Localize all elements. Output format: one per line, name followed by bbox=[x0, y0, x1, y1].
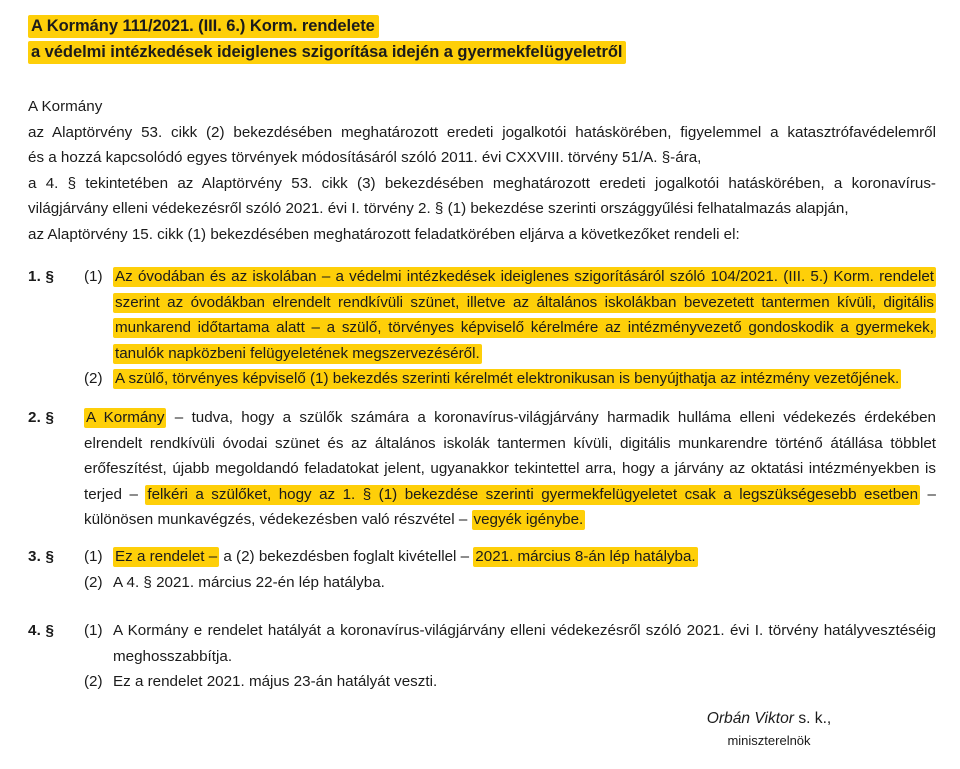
text-run-2: felkéri a szülőket, hogy az 1. § (1) bekezdése szerinti gyermekfelügyeletet csak a legszükségesebb esetben bbox=[147, 485, 919, 503]
preamble-line-3: és a hozzá kapcsolódó egyes törvények módosításáról szóló 2011. évi CXXVIII. törvény 51/A. §-ára, bbox=[28, 149, 702, 166]
signature-name-line bbox=[604, 708, 934, 730]
title-line-1 bbox=[28, 14, 928, 39]
text-run-4: vegyék igénybe. bbox=[473, 511, 584, 528]
document-title bbox=[28, 14, 928, 66]
text-run-1: a (2) bekezdésben foglalt kivétellel – bbox=[219, 548, 474, 565]
signature-suffix: s. k., bbox=[794, 710, 832, 727]
signature-block bbox=[604, 708, 934, 751]
text-run-2: 2021. március 8-án lép hatályba. bbox=[475, 548, 696, 565]
section-1-paragraph-1-marker: (1) bbox=[84, 268, 103, 285]
text-run-0: Ez a rendelet – bbox=[115, 548, 218, 565]
section-1 bbox=[28, 264, 936, 392]
section-2-runs bbox=[84, 408, 936, 530]
preamble-line-5: világjárvány elleni védekezésről szóló 2021. évi I. törvény 2. § (1) bekezdése szerinti országgyűlési felhatalmazás alapján, bbox=[28, 200, 849, 217]
preamble-line-4: a 4. § tekintetében az Alaptörvény 53. cikk (3) bekezdésében meghatározott eredeti jogalkotói hatáskörében, a koronavírus- bbox=[28, 174, 936, 192]
title-line-2 bbox=[28, 40, 928, 65]
preamble-line-6: az Alaptörvény 15. cikk (1) bekezdésében meghatározott feladatkörében eljárva a következőket rendeli el: bbox=[28, 225, 740, 243]
section-1-paragraph-2-marker: (2) bbox=[84, 370, 103, 387]
preamble bbox=[28, 94, 936, 247]
section-3-paragraph-1-body bbox=[113, 544, 936, 570]
title-line-1-text: A Kormány 111/2021. (III. 6.) Korm. rendelete bbox=[28, 15, 379, 38]
signature-role: miniszterelnök bbox=[727, 733, 811, 748]
section-4-paragraph-1-body: A Kormány e rendelet hatályát a koronavírus-világjárvány elleni védekezésről szóló 2021. évi I. törvény hatályvesztéséig meghosszabbítja. bbox=[113, 622, 936, 665]
section-2 bbox=[28, 405, 936, 533]
section-3-runs bbox=[113, 547, 698, 567]
section-1-paragraph-2-body bbox=[113, 366, 936, 392]
text-run-3: – különösen munkavégzés, védekezésben való részvétel – bbox=[84, 485, 936, 528]
section-3-paragraph-1-marker: (1) bbox=[84, 548, 103, 565]
section-1-paragraph-2 bbox=[28, 366, 936, 392]
section-2-paragraph-1 bbox=[28, 405, 936, 533]
section-3-paragraph-1 bbox=[28, 544, 936, 570]
section-3 bbox=[28, 544, 936, 595]
section-4-paragraph-2-marker: (2) bbox=[84, 673, 103, 690]
section-3-paragraph-2 bbox=[28, 570, 936, 596]
section-1-paragraph-1-body bbox=[113, 264, 936, 366]
section-1-paragraph-1 bbox=[28, 264, 936, 366]
section-3-marker: 3. § bbox=[28, 548, 55, 565]
section-3-paragraph-2-body: A 4. § 2021. március 22-én lép hatályba. bbox=[113, 573, 385, 591]
section-4-paragraph-1 bbox=[28, 618, 936, 669]
section-4-paragraph-2-body: Ez a rendelet 2021. május 23-án hatályát veszti. bbox=[113, 673, 438, 690]
section-2-marker: 2. § bbox=[28, 409, 55, 426]
section-4-paragraph-1-marker: (1) bbox=[84, 622, 103, 639]
text-run-1: – tudva, hogy a szülők számára a koronavírus-világjárvány harmadik hulláma elleni védekezés érdekében elrendelt rendkívüli óvodai szünet és az általános iskolák tantermen kívüli, digitális munkarendre történő átállása többlet erőfeszítést, újabb megoldandó feladatokat jelent, ugyanakkor tekintettel arra, hogy a járvány az oktatási intézményekben is terjed – bbox=[84, 409, 936, 503]
section-4 bbox=[28, 618, 936, 695]
signature-name: Orbán Viktor bbox=[706, 710, 794, 727]
section-4-paragraph-2 bbox=[28, 669, 936, 695]
section-1-paragraph-1-text: Az óvodában és az iskolában – a védelmi intézkedések ideiglenes szigorításáról szóló 104/2021. (III. 5.) Korm. rendelet szerint az óvodákban elrendelt rendkívüli szünet, illetve az általános iskolákban bevezetett tantermen kívüli, digitális munkarend időtartama alatt – a szülő, törvényes képviselő kérelmére az intézményvezető gondoskodik a gyermekek, tanulók napközbeni felügyeletének megszervezéséről. bbox=[115, 268, 934, 362]
section-3-paragraph-2-marker: (2) bbox=[84, 573, 103, 591]
title-line-2-text: a védelmi intézkedések ideiglenes szigorítása idején a gyermekfelügyeletről bbox=[28, 41, 626, 64]
section-2-paragraph-1-body bbox=[84, 405, 936, 533]
preamble-line-2: az Alaptörvény 53. cikk (2) bekezdésében meghatározott eredeti jogalkotói hatáskörében, figyelemmel a katasztrófavédelemről bbox=[28, 123, 936, 141]
section-4-marker: 4. § bbox=[28, 622, 55, 639]
text-run-0: A Kormány bbox=[86, 409, 165, 426]
section-1-paragraph-2-text: A szülő, törvényes képviselő (1) bekezdés szerinti kérelmét elektronikusan is benyújthatja az intézmény vezetőjének. bbox=[115, 370, 900, 387]
preamble-line-1: A Kormány bbox=[28, 98, 103, 115]
section-1-marker: 1. § bbox=[28, 268, 55, 285]
